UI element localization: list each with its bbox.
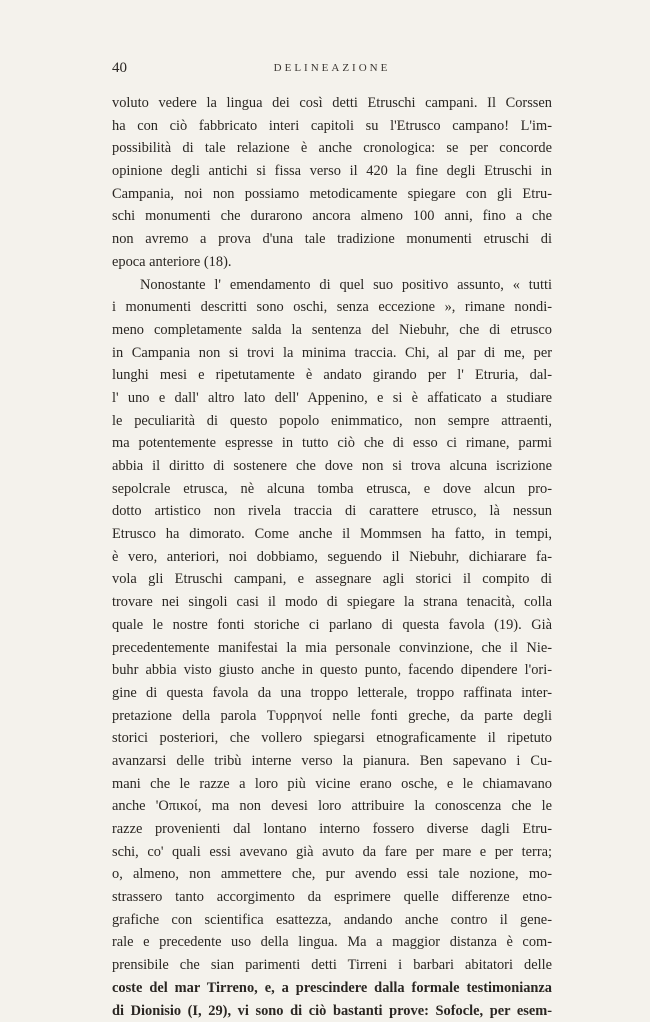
text-line: voluto vedere la lingua dei così detti Etruschi campani. Il Corssen	[112, 92, 552, 115]
text-line: non avremo a prova d'una tale tradizione monumenti etruschi di	[112, 228, 552, 251]
text-line: razze provenienti dal lontano interno fossero diverse dagli Etru-	[112, 818, 552, 841]
text-line: coste del mar Tirreno, e, a prescindere dalla formale testimonianza	[112, 977, 552, 1000]
text-line: mani che le razze a loro più vicine erano osche, e le chiamavano	[112, 773, 552, 796]
text-line: ha con ciò fabbricato interi capitoli su l'Etrusco campano! L'im-	[112, 115, 552, 138]
text-line: sepolcrale etrusca, nè alcuna tomba etrusca, e dove alcun pro-	[112, 478, 552, 501]
paragraph-start-line: Nonostante l' emendamento di quel suo positivo assunto, « tutti	[112, 274, 552, 297]
text-line: dotto artistico non rivela traccia di carattere etrusco, là nessun	[112, 500, 552, 523]
text-line: lunghi mesi e ripetutamente è andato girando per l' Etruria, dal-	[112, 364, 552, 387]
text-line: ma potentemente espresse in tutto ciò che di esso ci rimane, parmi	[112, 432, 552, 455]
page-number: 40	[112, 60, 127, 77]
text-line: di Dionisio (I, 29), vi sono di ciò bastanti prove: Sofocle, per esem-	[112, 1000, 552, 1022]
text-line: schi monumenti che durarono ancora almeno 100 anni, fino a che	[112, 205, 552, 228]
text-line: buhr abbia visto giusto anche in questo punto, facendo dipendere l'ori-	[112, 659, 552, 682]
text-line: pretazione della parola Τυρρηνοί nelle fonti greche, da parte degli	[112, 705, 552, 728]
text-line: grafiche con scientifica esattezza, andando anche contro il gene-	[112, 909, 552, 932]
text-line: schi, co' quali essi avevano già avuto da fare per mare e per terra;	[112, 841, 552, 864]
text-line: epoca anteriore (18).	[112, 251, 552, 274]
text-line: abbia il diritto di sostenere che dove non si trova alcuna iscrizione	[112, 455, 552, 478]
page-header	[112, 60, 552, 80]
text-line: l' uno e dall' altro lato dell' Appenino, e si è affaticato a studiare	[112, 387, 552, 410]
text-line: o, almeno, non ammettere che, pur avendo essi tale nozione, mo-	[112, 863, 552, 886]
text-line: le peculiarità di questo popolo enimmatico, non sempre attraenti,	[112, 410, 552, 433]
text-line: storici posteriori, che vollero spiegarsi etnograficamente il ripetuto	[112, 727, 552, 750]
running-head: DELINEAZIONE	[112, 62, 552, 74]
text-line: strassero tanto accorgimento da esprimere quelle differenze etno-	[112, 886, 552, 909]
text-line: possibilità di tale relazione è anche cronologica: se per concorde	[112, 137, 552, 160]
text-line: gine di questa favola da una troppo letterale, troppo raffinata inter-	[112, 682, 552, 705]
text-line: in Campania non si trovi la minima traccia. Chi, al par di me, per	[112, 342, 552, 365]
text-line: è vero, anteriori, noi dobbiamo, seguendo il Niebuhr, dichiarare fa-	[112, 546, 552, 569]
text-line: rale e precedente uso della lingua. Ma a maggior distanza è com-	[112, 931, 552, 954]
text-line: avanzarsi delle tribù interne verso la pianura. Ben sapevano i Cu-	[112, 750, 552, 773]
text-line: prensibile che sian parimenti detti Tirreni i barbari abitatori delle	[112, 954, 552, 977]
body-text	[112, 92, 552, 1022]
text-line: i monumenti descritti sono oschi, senza eccezione », rimane nondi-	[112, 296, 552, 319]
text-line: opinione degli antichi si fissa verso il 420 la fine degli Etruschi in	[112, 160, 552, 183]
text-line: anche 'Οπικοί, ma non devesi loro attribuire la conoscenza che le	[112, 795, 552, 818]
text-line: Campania, noi non possiamo metodicamente spiegare con gli Etru-	[112, 183, 552, 206]
text-line: meno completamente salda la sentenza del Niebuhr, che di etrusco	[112, 319, 552, 342]
text-line: quale le nostre fonti storiche ci parlano di questa favola (19). Già	[112, 614, 552, 637]
text-line: precedentemente manifestai la mia personale convinzione, che il Nie-	[112, 637, 552, 660]
text-line: vola gli Etruschi campani, e assegnare agli storici il compito di	[112, 568, 552, 591]
text-line: trovare nei singoli casi il modo di spiegare la strana tenacità, colla	[112, 591, 552, 614]
text-line: Etrusco ha dimorato. Come anche il Mommsen ha fatto, in tempi,	[112, 523, 552, 546]
